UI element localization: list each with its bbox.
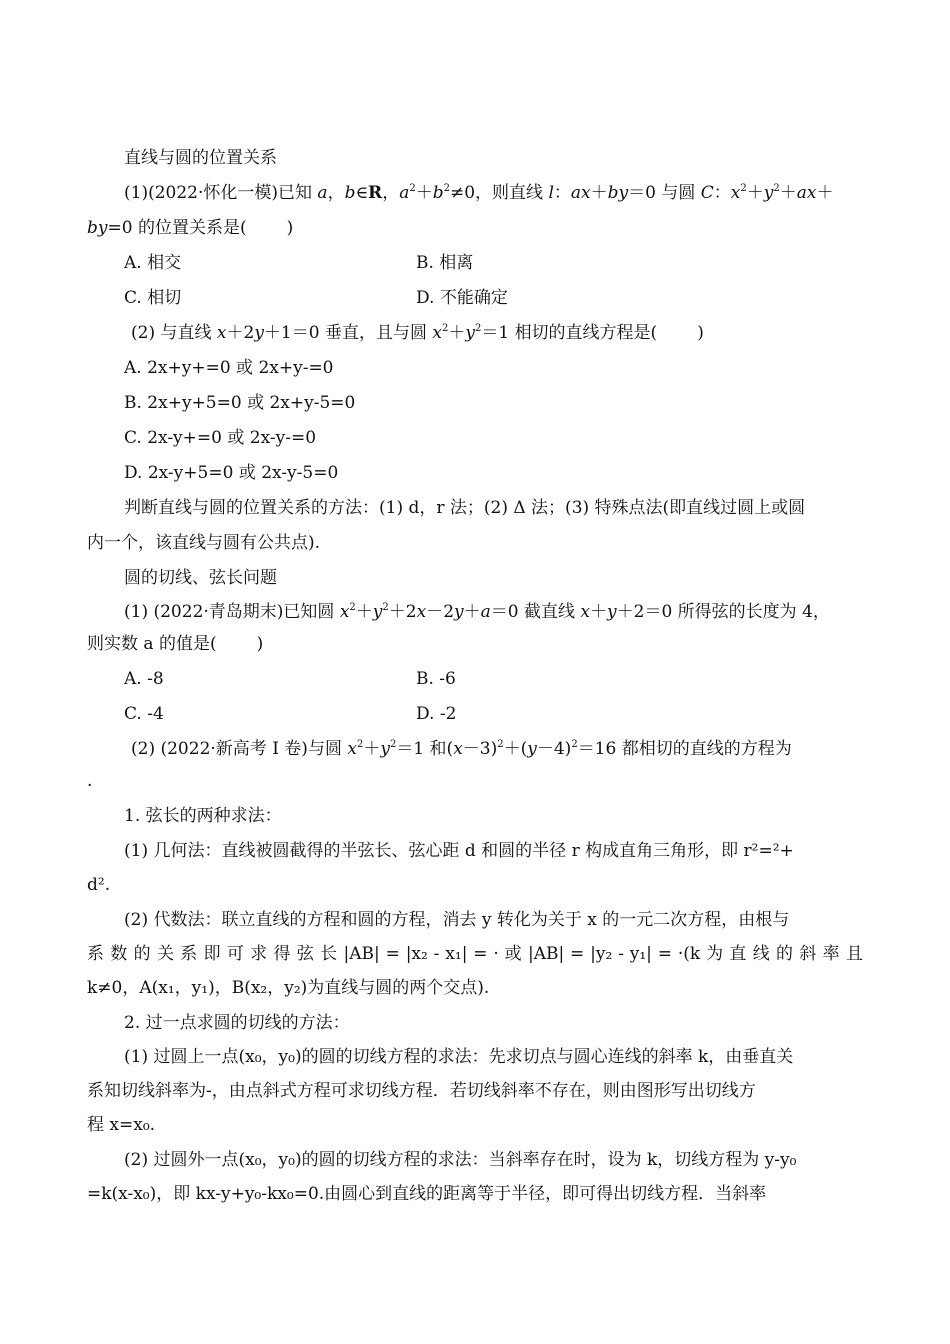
option-d: D. 不能确定: [416, 288, 508, 308]
note-1-geometric-line1: (1) 几何法：直线被圆截得的半弦长、弦心距 d 和圆的半径 r 构成直角三角形，即 r²=²+: [124, 841, 794, 861]
note-1-title: 1. 弦长的两种求法：: [124, 806, 282, 826]
method-summary-line1: 判断直线与圆的位置关系的方法：(1) d，r 法；(2) Δ 法；(3) 特殊点法(即直线过圆上或圆: [124, 498, 806, 518]
method-summary-line2: 内一个，该直线与圆有公共点).: [87, 533, 321, 553]
question-1-1-line2: by=0 的位置关系是( ): [87, 218, 294, 238]
question-1-1-line1: (1)(2022·怀化一模)已知 a，b∈R，$a^2+b^2\ne 0$，则直线 l：ax＋by＝0 与圆 C：$x^2+y^2+ax+$: [124, 183, 834, 203]
note-2-outside-line2: =k(x-x₀)，即 kx-y+y₀-kx₀=0.由圆心到直线的距离等于半径，即可得出切线方程．当斜率: [87, 1184, 767, 1204]
note-2-on-circle-line2: 系知切线斜率为-，由点斜式方程可求切线方程．若切线斜率不存在，则由图形写出切线方: [87, 1081, 756, 1101]
option-a: A. 相交: [124, 253, 182, 273]
section-heading-tangent-chord: 圆的切线、弦长问题: [124, 568, 277, 588]
note-2-title: 2. 过一点求圆的切线的方法：: [124, 1013, 350, 1033]
note-1-algebraic-line3: k≠0，A(x₁，y₁)，B(x₂，y₂)为直线与圆的两个交点).: [87, 978, 490, 998]
note-1-geometric-line2: d².: [87, 875, 111, 895]
note-2-outside-line1: (2) 过圆外一点(x₀，y₀)的圆的切线方程的求法：当斜率存在时，设为 k，切线方程为 y-y₀: [124, 1150, 797, 1170]
question-2-1-line2: 则实数 a 的值是( ): [87, 634, 264, 654]
question-2-2-line1: (2) (2022·新高考 Ⅰ 卷)与圆 $x^2+y^2=1$ 和$(x-3)^2+(y-4)^2=16$ 都相切的直线的方程为: [131, 739, 792, 759]
option-a: A. 2x+y+=0 或 2x+y-=0: [124, 358, 334, 378]
note-2-on-circle-line3: 程 x=x₀.: [87, 1115, 156, 1135]
question-2-2-line2: .: [87, 771, 93, 791]
question-1-2: (2) 与直线 x＋2y＋1＝0 垂直，且与圆 $x^2+y^2=1$ 相切的直线方程是( ): [131, 323, 704, 343]
option-c: C. 相切: [124, 288, 182, 308]
section-heading-line-circle-relation: 直线与圆的位置关系: [124, 148, 277, 168]
note-1-algebraic-line1: (2) 代数法：联立直线的方程和圆的方程，消去 y 转化为关于 x 的一元二次方程，由根与: [124, 910, 790, 930]
option-d: D. 2x-y+5=0 或 2x-y-5=0: [124, 463, 339, 483]
option-b: B. 相离: [416, 253, 474, 273]
option-c: C. 2x-y+=0 或 2x-y-=0: [124, 428, 317, 448]
option-b: B. -6: [416, 669, 456, 689]
question-2-1-line1: (1) (2022·青岛期末)已知圆 $x^2+y^2+2x-2y+a=0$ 截直线 x＋y＋2＝0 所得弦的长度为 4，: [124, 602, 830, 622]
option-a: A. -8: [124, 669, 164, 689]
option-b: B. 2x+y+5=0 或 2x+y-5=0: [124, 393, 356, 413]
note-1-algebraic-line2: 系 数 的 关 系 即 可 求 得 弦 长 |AB| = |x₂ - x₁| = · 或 |AB| = |y₂ - y₁| = ·(k 为 直 线 的 斜 率 且: [87, 944, 863, 964]
note-2-on-circle-line1: (1) 过圆上一点(x₀，y₀)的圆的切线方程的求法：先求切点与圆心连线的斜率 k，由垂直关: [124, 1047, 794, 1067]
option-d: D. -2: [416, 704, 457, 724]
option-c: C. -4: [124, 704, 164, 724]
